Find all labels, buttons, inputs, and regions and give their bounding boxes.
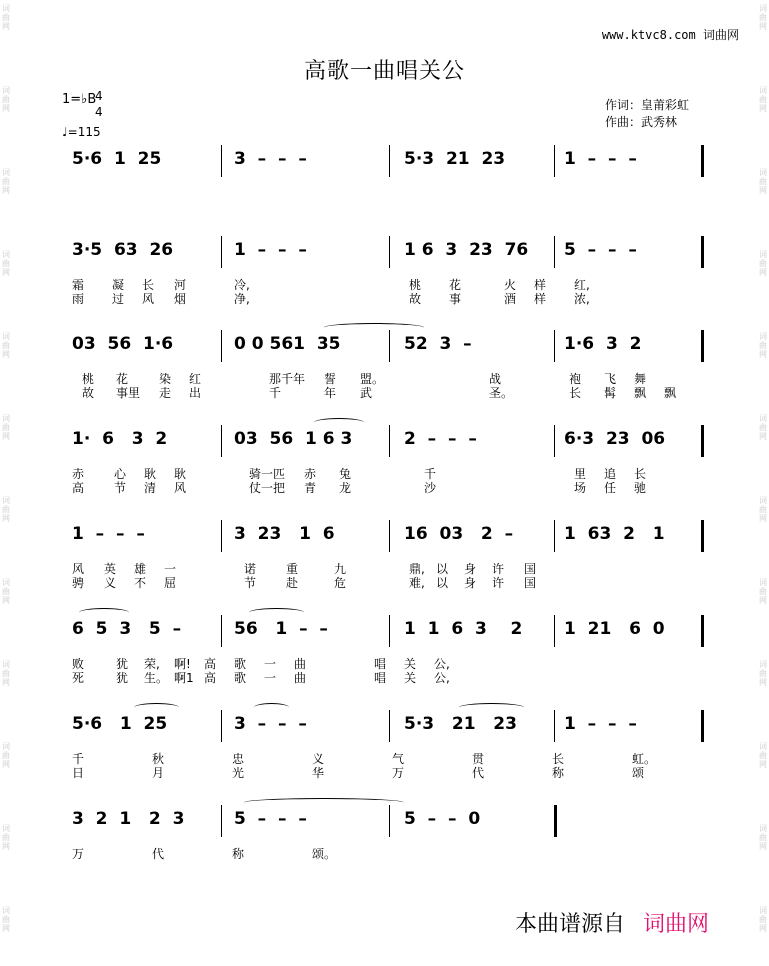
lyric-syllable: 凝 (112, 278, 125, 292)
measure-notes: 5 – – 0 (404, 809, 481, 829)
lyric-syllable: 赴 (286, 576, 299, 590)
lyric-syllable: 冷, (234, 278, 250, 292)
barline (389, 615, 390, 647)
lyric-syllable: 任 (604, 481, 617, 495)
lyric-syllable: 雄 (134, 562, 147, 576)
slur-arc (254, 703, 289, 712)
measure-notes: 1 – – – (234, 240, 307, 260)
watermark-text: 词曲网 (759, 168, 767, 195)
lyric-syllable: 样 (534, 292, 547, 306)
measure-notes: 5 – – – (564, 240, 637, 260)
measure (234, 615, 384, 649)
lyric-syllable: 义 (104, 576, 117, 590)
lyric-syllable: 飘 (634, 386, 647, 400)
watermark-text: 词曲网 (2, 824, 10, 851)
lyric-syllable: 酒 (504, 292, 517, 306)
notation-line (64, 615, 704, 649)
measure (72, 330, 224, 364)
lyric-syllable: 虹。 (632, 752, 657, 766)
lyric-syllable: 雨 (72, 292, 85, 306)
watermark-text: 词曲网 (759, 578, 767, 605)
time-signature-top: 4 (95, 89, 103, 103)
measure-notes: 5·3 21 23 (404, 714, 517, 734)
barline (221, 615, 222, 647)
barline (221, 805, 222, 837)
lyric-syllable: 九 (334, 562, 347, 576)
barline (554, 615, 555, 647)
staff-row (64, 710, 704, 780)
lyric-syllable: 称 (232, 847, 245, 861)
lyric-syllable: 事里 (116, 386, 141, 400)
lyric-syllable: 飘 (664, 386, 677, 400)
lyric-syllable: 耿 (144, 467, 157, 481)
staff-row (64, 145, 704, 215)
measure-notes: 5 – – – (234, 809, 307, 829)
measure (404, 425, 544, 459)
lyric-syllable: 场 (574, 481, 587, 495)
notation-line (64, 145, 704, 179)
slur-arc (79, 608, 129, 617)
measure (72, 615, 224, 649)
lyric-syllable: 耿 (174, 467, 187, 481)
measure-notes: 52 3 – (404, 334, 472, 354)
measure (404, 615, 544, 649)
lyric-syllable: 烟 (174, 292, 187, 306)
left-watermark-strip (0, 0, 12, 966)
lyric-syllable: 一 (264, 671, 277, 685)
measure (404, 710, 544, 744)
final-barline (701, 615, 704, 647)
lyric-syllable: 武 (360, 386, 373, 400)
measure-notes: 6·3 23 06 (564, 429, 666, 449)
lyric-syllable: 长 (569, 386, 582, 400)
lyric-syllable: 气 (392, 752, 405, 766)
watermark-text: 词曲网 (759, 660, 767, 687)
lyric-syllable: 故 (409, 292, 422, 306)
lyric-syllable: 生。 (144, 671, 169, 685)
key-label: 1= (62, 92, 82, 107)
measure-notes: 56 1 – – (234, 619, 328, 639)
lyric-syllable: 犹 (116, 671, 129, 685)
measure-notes: 1 1 6 3 2 (404, 619, 523, 639)
watermark-text: 词曲网 (759, 4, 767, 31)
lyric-syllable: 代 (472, 766, 485, 780)
measure-notes: 1 63 2 1 (564, 524, 665, 544)
lyric-syllable: 颂 (632, 766, 645, 780)
barline (554, 330, 555, 362)
lyric-syllable: 样 (534, 278, 547, 292)
quarter-note-icon: ♩ (62, 125, 68, 139)
measure-notes: 03 56 1·6 (72, 334, 174, 354)
lyric-syllable: 难, (409, 576, 425, 590)
measure (404, 145, 544, 179)
lyric-syllable: 染 (159, 372, 172, 386)
staff-row (64, 330, 704, 400)
watermark-text: 词曲网 (2, 496, 10, 523)
watermark-text: 词曲网 (759, 496, 767, 523)
watermark-text: 词曲网 (759, 742, 767, 769)
barline (554, 710, 555, 742)
lyric-syllable: 圣。 (489, 386, 514, 400)
watermark-text: 词曲网 (759, 86, 767, 113)
staff-row (64, 520, 704, 590)
slur-arc (134, 703, 179, 712)
barline (389, 520, 390, 552)
watermark-text: 词曲网 (2, 332, 10, 359)
lyric-syllable: 红 (189, 372, 202, 386)
barline (389, 425, 390, 457)
lyric-syllable: 高 (204, 657, 217, 671)
lyric-syllable: 心 (114, 467, 127, 481)
lyric-syllable: 青 (304, 481, 317, 495)
measure-notes: 3 2 1 2 3 (72, 809, 185, 829)
lyric-syllable: 唱 (374, 657, 387, 671)
notation-line (64, 805, 704, 839)
lyric-syllable: 那千年 (269, 372, 306, 386)
lyric-syllable: 里 (574, 467, 587, 481)
lyric-syllable: 仗一把 (249, 481, 286, 495)
lyric-syllable: 颂。 (312, 847, 337, 861)
site-name[interactable]: 词曲网 (702, 28, 739, 42)
watermark-text: 词曲网 (2, 250, 10, 277)
watermark-text: 词曲网 (759, 824, 767, 851)
lyric-syllable: 清 (144, 481, 157, 495)
measure (404, 330, 544, 364)
lyric-syllable: 追 (604, 467, 617, 481)
measure (234, 236, 384, 270)
footer-text: 本曲谱源自 (515, 912, 626, 937)
lyric-syllable: 关 (404, 657, 417, 671)
measure (72, 520, 224, 554)
lyric-syllable: 诺 (244, 562, 257, 576)
key-note: B (87, 92, 97, 107)
slur-arc (324, 323, 424, 332)
final-barline (701, 145, 704, 177)
lyric-syllable: 净, (234, 292, 250, 306)
measure (564, 330, 694, 364)
final-barline (701, 520, 704, 552)
measure (564, 710, 694, 744)
key-signature (62, 89, 103, 119)
lyric-syllable: 节 (244, 576, 257, 590)
flat-sign: ♭ (81, 92, 88, 107)
watermark-text: 词曲网 (759, 250, 767, 277)
lyric-syllable: 万 (392, 766, 405, 780)
measure-notes: 3 23 1 6 (234, 524, 335, 544)
lyric-syllable: 歌 (234, 671, 247, 685)
measure (234, 520, 384, 554)
lyric-syllable: 霜 (72, 278, 85, 292)
lyric-syllable: 许 (492, 576, 505, 590)
measure-notes: 3·5 63 26 (72, 240, 174, 260)
lyric-syllable: 公, (434, 657, 450, 671)
measure (234, 805, 384, 839)
staff-row (64, 615, 704, 685)
lyric-syllable: 河 (174, 278, 187, 292)
lyric-syllable: 事 (449, 292, 462, 306)
measure-notes: 5·3 21 23 (404, 149, 506, 169)
tempo-marking (62, 125, 101, 139)
lyric-syllable: 赤 (304, 467, 317, 481)
slur-arc (244, 798, 404, 807)
footer-brand[interactable]: 词曲网 (643, 912, 710, 937)
lyric-syllable: 火 (504, 278, 517, 292)
lyric-syllable: 重 (286, 562, 299, 576)
watermark-text: 词曲网 (2, 660, 10, 687)
watermark-text: 词曲网 (759, 906, 767, 933)
measure (234, 710, 384, 744)
lyric-syllable: 日 (72, 766, 85, 780)
lyric-syllable: 万 (72, 847, 85, 861)
barline (221, 520, 222, 552)
final-barline (554, 805, 557, 837)
lyric-syllable: 走 (159, 386, 172, 400)
lyric-syllable: 千 (72, 752, 85, 766)
lyric-syllable: 袍 (569, 372, 582, 386)
measure (564, 236, 694, 270)
time-signature-bottom: 4 (95, 105, 103, 119)
lyric-syllable: 高 (204, 671, 217, 685)
lyric-syllable: 国 (524, 562, 537, 576)
lyric-syllable: 千 (269, 386, 282, 400)
lyric-syllable: 曲 (294, 657, 307, 671)
notation-line (64, 710, 704, 744)
lyric-syllable: 荣, (144, 657, 160, 671)
lyric-syllable: 啊1 (174, 671, 194, 685)
final-barline (701, 236, 704, 268)
composer-credit: 作曲：武秀林 (605, 115, 678, 129)
lyric-syllable: 一 (264, 657, 277, 671)
lyric-syllable: 啊! (174, 657, 191, 671)
lyric-syllable: 桃 (82, 372, 95, 386)
staff-row (64, 236, 704, 306)
lyric-syllable: 曲 (294, 671, 307, 685)
notation-line (64, 236, 704, 270)
lyric-syllable: 兔 (339, 467, 352, 481)
lyric-syllable: 犹 (116, 657, 129, 671)
lyric-syllable: 以 (436, 576, 449, 590)
lyric-syllable: 骑一匹 (249, 467, 286, 481)
lyric-syllable: 代 (152, 847, 165, 861)
watermark-text: 词曲网 (2, 168, 10, 195)
measure-notes: 1 – – – (564, 714, 637, 734)
lyric-syllable: 风 (72, 562, 85, 576)
final-barline (701, 710, 704, 742)
lyric-syllable: 年 (324, 386, 337, 400)
lyric-syllable: 危 (334, 576, 347, 590)
lyric-syllable: 国 (524, 576, 537, 590)
measure (564, 425, 694, 459)
watermark-text: 词曲网 (759, 332, 767, 359)
barline (554, 145, 555, 177)
lyric-syllable: 不 (134, 576, 147, 590)
watermark-text: 词曲网 (2, 414, 10, 441)
lyric-syllable: 长 (634, 467, 647, 481)
lyric-syllable: 风 (174, 481, 187, 495)
lyric-syllable: 高 (72, 481, 85, 495)
site-url[interactable]: www.ktvc8.com (601, 28, 696, 42)
measure (404, 236, 544, 270)
measure-notes: 5·6 1 25 (72, 149, 162, 169)
lyric-syllable: 花 (116, 372, 129, 386)
lyric-syllable: 驰 (634, 481, 647, 495)
barline (554, 520, 555, 552)
lyric-syllable: 出 (189, 386, 202, 400)
measure-notes: 0 0 561 35 (234, 334, 341, 354)
measure-notes: 1·6 3 2 (564, 334, 642, 354)
lyric-syllable: 屈 (164, 576, 177, 590)
staff-row (64, 805, 704, 875)
site-header (602, 26, 739, 43)
final-barline (701, 425, 704, 457)
lyric-syllable: 华 (312, 766, 325, 780)
measure (72, 805, 224, 839)
lyric-syllable: 节 (114, 481, 127, 495)
lyric-syllable: 忠 (232, 752, 245, 766)
lyric-syllable: 盟。 (360, 372, 385, 386)
staff-row (64, 425, 704, 495)
measure (72, 710, 224, 744)
lyric-syllable: 秋 (152, 752, 165, 766)
lyric-syllable: 誓 (324, 372, 337, 386)
measure-notes: 3 – – – (234, 149, 307, 169)
lyric-syllable: 贯 (472, 752, 485, 766)
lyric-syllable: 唱 (374, 671, 387, 685)
measure-notes: 1 – – – (564, 149, 637, 169)
barline (389, 805, 390, 837)
lyric-syllable: 红, (574, 278, 590, 292)
measure-notes: 3 – – – (234, 714, 307, 734)
lyric-syllable: 月 (152, 766, 165, 780)
lyric-syllable: 一 (164, 562, 177, 576)
lyric-syllable: 风 (142, 292, 155, 306)
watermark-text: 词曲网 (2, 578, 10, 605)
lyric-syllable: 桃 (409, 278, 422, 292)
measure (72, 236, 224, 270)
barline (221, 145, 222, 177)
measure-notes: 6 5 3 5 – (72, 619, 182, 639)
watermark-text: 词曲网 (2, 742, 10, 769)
lyric-syllable: 鼎, (409, 562, 425, 576)
measure (234, 330, 384, 364)
watermark-text: 词曲网 (759, 414, 767, 441)
right-watermark-strip (757, 0, 769, 966)
barline (389, 236, 390, 268)
song-title: 高歌一曲唱关公 (303, 59, 465, 84)
tempo-value: =115 (67, 125, 101, 139)
lyric-syllable: 千 (424, 467, 437, 481)
lyric-syllable: 舞 (634, 372, 647, 386)
notation-line (64, 425, 704, 459)
lyric-syllable: 英 (104, 562, 117, 576)
lyric-syllable: 故 (82, 386, 95, 400)
lyric-syllable: 死 (72, 671, 85, 685)
measure-notes: 1 21 6 0 (564, 619, 665, 639)
lyric-syllable: 身 (464, 576, 477, 590)
barline (221, 330, 222, 362)
slur-arc (314, 418, 364, 427)
measure (72, 425, 224, 459)
watermark-text: 词曲网 (2, 906, 10, 933)
measure-notes: 1 6 3 23 76 (404, 240, 529, 260)
watermark-text: 词曲网 (2, 4, 10, 31)
measure-notes: 2 – – – (404, 429, 477, 449)
lyric-syllable: 长 (142, 278, 155, 292)
measure-notes: 1 – – – (72, 524, 145, 544)
lyric-syllable: 许 (492, 562, 505, 576)
lyric-syllable: 龙 (339, 481, 352, 495)
measure (404, 520, 544, 554)
barline (554, 425, 555, 457)
notation-line (64, 330, 704, 364)
notation-line (64, 520, 704, 554)
lyric-syllable: 长 (552, 752, 565, 766)
lyric-syllable: 花 (449, 278, 462, 292)
lyric-syllable: 战 (489, 372, 502, 386)
lyric-syllable: 歌 (234, 657, 247, 671)
lyric-syllable: 飞 (604, 372, 617, 386)
barline (389, 145, 390, 177)
lyric-syllable: 过 (112, 292, 125, 306)
measure (564, 615, 694, 649)
watermark-text: 词曲网 (2, 86, 10, 113)
measure (234, 145, 384, 179)
measure (564, 520, 694, 554)
measure (564, 145, 694, 179)
measure (234, 425, 384, 459)
final-barline (701, 330, 704, 362)
lyricist-credit: 作词：皇莆彩虹 (605, 98, 690, 112)
lyric-syllable: 公, (434, 671, 450, 685)
measure (72, 145, 224, 179)
barline (554, 236, 555, 268)
lyric-syllable: 骋 (72, 576, 85, 590)
barline (389, 330, 390, 362)
lyric-syllable: 以 (436, 562, 449, 576)
footer-credit (515, 907, 709, 938)
lyric-syllable: 光 (232, 766, 245, 780)
measure-notes: 03 56 1 6 3 (234, 429, 353, 449)
barline (221, 425, 222, 457)
barline (389, 710, 390, 742)
slur-arc (459, 703, 524, 712)
measure-notes: 1· 6 3 2 (72, 429, 168, 449)
slur-arc (249, 608, 304, 617)
measure-notes: 16 03 2 – (404, 524, 514, 544)
lyric-syllable: 身 (464, 562, 477, 576)
lyric-syllable: 义 (312, 752, 325, 766)
lyric-syllable: 髯 (604, 386, 617, 400)
barline (221, 236, 222, 268)
lyric-syllable: 关 (404, 671, 417, 685)
lyric-syllable: 赤 (72, 467, 85, 481)
lyric-syllable: 浓, (574, 292, 590, 306)
lyric-syllable: 败 (72, 657, 85, 671)
measure-notes: 5·6 1 25 (72, 714, 168, 734)
lyric-syllable: 沙 (424, 481, 437, 495)
measure (404, 805, 544, 839)
barline (221, 710, 222, 742)
lyric-syllable: 称 (552, 766, 565, 780)
